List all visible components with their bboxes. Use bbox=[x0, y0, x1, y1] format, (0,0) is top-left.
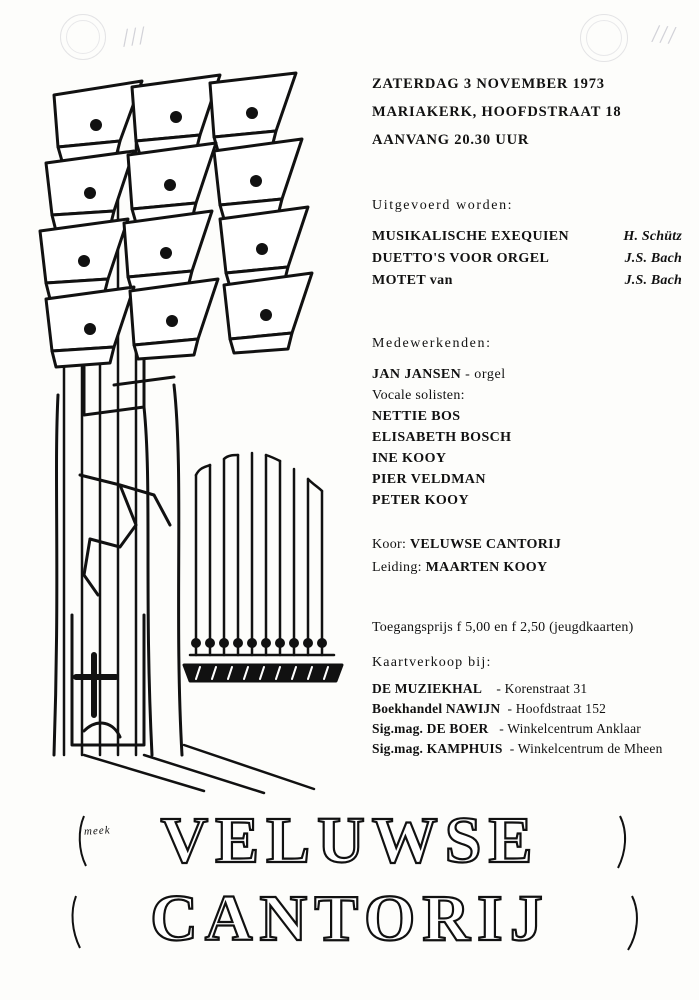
programme-row bbox=[372, 226, 682, 248]
programme-block bbox=[372, 198, 682, 292]
artist-signature: meek bbox=[83, 824, 111, 838]
outlet-address: - Winkelcentrum de Mheen bbox=[509, 741, 663, 756]
faint-mark-left: /// bbox=[120, 20, 149, 53]
organist-name: JAN JANSEN bbox=[372, 367, 462, 382]
sales-outlet-row bbox=[372, 719, 682, 739]
choir-name: VELUWSE CANTORIJ bbox=[409, 537, 562, 552]
poster-artwork bbox=[24, 55, 354, 838]
performers-label: Medewerkenden: bbox=[372, 336, 492, 351]
work-title: MOTET van bbox=[372, 273, 453, 288]
programme-row bbox=[372, 248, 682, 270]
soloist-name: NETTIE BOS bbox=[372, 409, 461, 424]
outlet-address: - Hoofdstraat 152 bbox=[507, 701, 607, 716]
programme-label: Uitgevoerd worden: bbox=[372, 198, 514, 213]
performers-block bbox=[372, 336, 682, 579]
title-line-2: CANTORIJ bbox=[149, 882, 550, 955]
organist-dash: - bbox=[465, 367, 471, 382]
headline-venue: MARIAKERK, HOOFDSTRAAT 18 bbox=[372, 104, 622, 120]
choir-label: Koor: bbox=[372, 537, 407, 552]
choir-illustration-icon bbox=[24, 55, 354, 795]
faint-mark-right: /// bbox=[650, 18, 679, 51]
headline-block bbox=[372, 70, 682, 154]
conductor-name: MAARTEN KOOY bbox=[425, 560, 548, 575]
outlet-name: DE MUZIEKHAL bbox=[372, 681, 483, 696]
conductor-label: Leiding: bbox=[372, 560, 422, 575]
archive-stamp-right-icon bbox=[580, 14, 628, 62]
soloist-name: PIER VELDMAN bbox=[372, 472, 486, 487]
soloist-name: INE KOOY bbox=[372, 451, 447, 466]
decorative-title-icon bbox=[20, 800, 680, 975]
sales-label: Kaartverkoop bij: bbox=[372, 655, 492, 670]
sales-outlet-row bbox=[372, 739, 682, 759]
archive-stamp-left-inner-icon bbox=[66, 20, 100, 54]
sales-outlet-row bbox=[372, 679, 682, 699]
soloist-name: PETER KOOY bbox=[372, 493, 469, 508]
archive-stamp-left-icon bbox=[60, 14, 106, 60]
soloist-name: ELISABETH BOSCH bbox=[372, 430, 512, 445]
headline-time: AANVANG 20.30 UUR bbox=[372, 132, 530, 148]
work-composer: J.S. Bach bbox=[624, 251, 682, 266]
sales-outlet-row bbox=[372, 699, 682, 719]
headline-date: ZATERDAG 3 NOVEMBER 1973 bbox=[372, 76, 605, 92]
ticket-price: Toegangsprijs f 5,00 en f 2,50 (jeugdkaarten) bbox=[372, 620, 634, 635]
poster-text-column bbox=[372, 70, 682, 759]
outlet-address: - Winkelcentrum Anklaar bbox=[499, 721, 641, 736]
organist-role: orgel bbox=[474, 367, 506, 382]
organist-row bbox=[372, 364, 682, 385]
programme-row bbox=[372, 270, 682, 292]
soloists-label: Vocale solisten: bbox=[372, 388, 465, 403]
conductor-row bbox=[372, 556, 682, 579]
title-line-1: VELUWSE bbox=[159, 804, 540, 877]
work-composer: H. Schütz bbox=[623, 229, 682, 244]
outlet-name: Sig.mag. DE BOER bbox=[372, 721, 489, 736]
work-composer: J.S. Bach bbox=[624, 273, 682, 288]
tickets-block bbox=[372, 617, 682, 759]
outlet-name: Boekhandel NAWIJN bbox=[372, 701, 501, 716]
outlet-name: Sig.mag. KAMPHUIS bbox=[372, 741, 503, 756]
outlet-address: - Korenstraat 31 bbox=[496, 681, 588, 696]
work-title: MUSIKALISCHE EXEQUIEN bbox=[372, 229, 570, 244]
work-title: DUETTO'S VOOR ORGEL bbox=[372, 251, 550, 266]
choir-row bbox=[372, 533, 682, 556]
archive-stamp-right-inner-icon bbox=[586, 20, 622, 56]
poster-title-artwork bbox=[0, 800, 699, 975]
